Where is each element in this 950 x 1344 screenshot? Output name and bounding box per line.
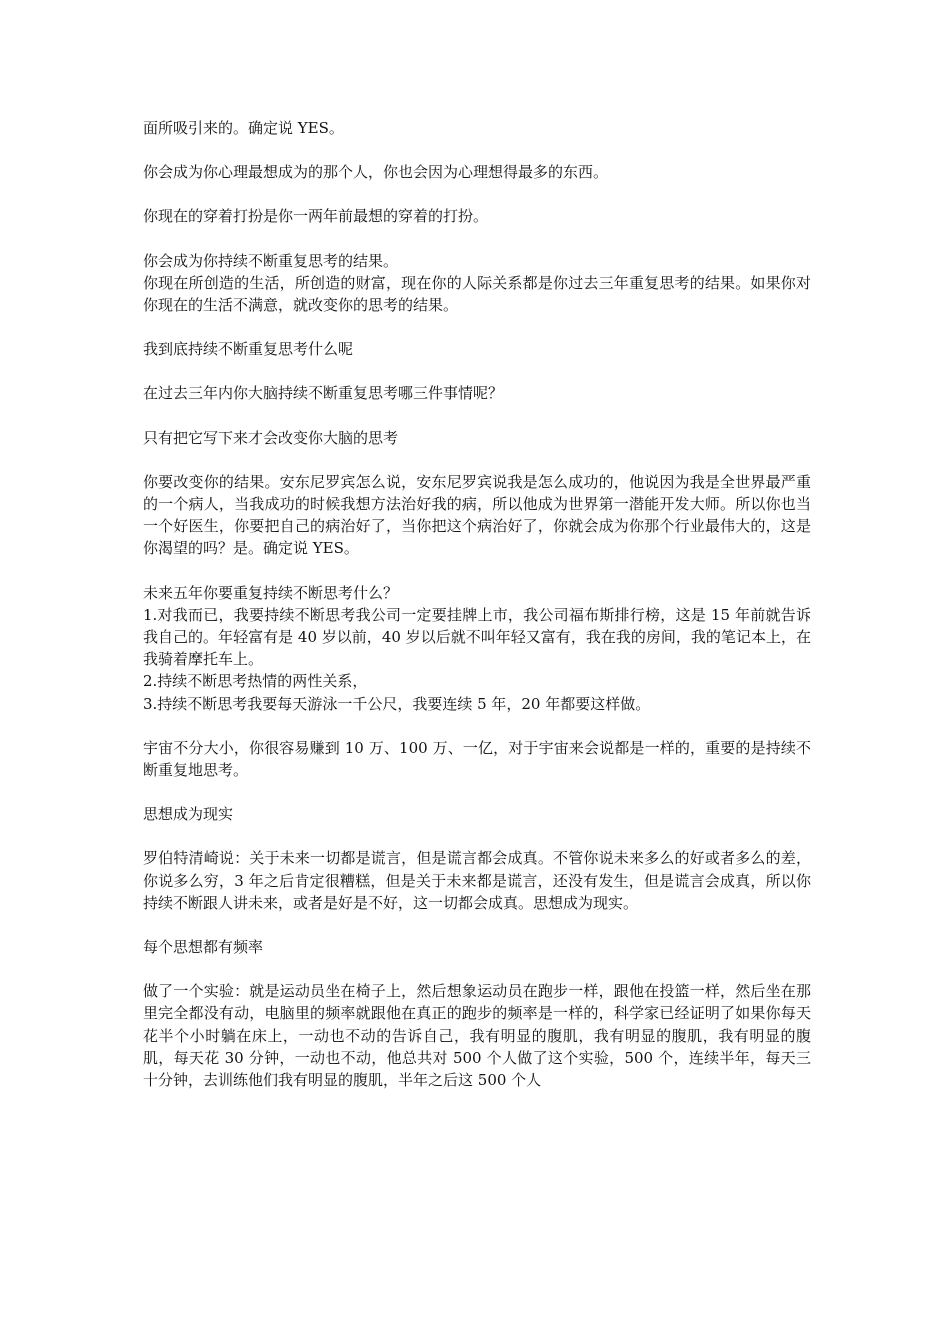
- list-item-2: 2.持续不断思考热情的两性关系，: [143, 672, 368, 691]
- paragraph-robert-kiyosaki: 罗伯特清崎说：关于未来一切都是谎言，但是谎言都会成真。不管你说未来多么的好或者多么的差，你说多么穷，3 年之后肯定很糟糕，但是关于未来都是谎言，还没有发生，但是谎言会成真，所以你持续不断跟人讲未来，或者是好是不好，这一切都会成真。思想成为现实。: [143, 849, 811, 912]
- document-body: [143, 117, 811, 1091]
- heading-thoughts-become-reality: 思想成为现实: [143, 805, 234, 824]
- question-three-things: 在过去三年内你大脑持续不断重复思考哪三件事情呢？: [143, 384, 504, 403]
- paragraph-experiment: 做了一个实验：就是运动员坐在椅子上，然后想象运动员在跑步一样，跟他在投篮一样，然后坐在那里完全都没有动，电脑里的频率就跟他在真正的跑步的频率是一样的，科学家已经证明了如果你每天花半个小时躺在床上，一动也不动的告诉自己，我有明显的腹肌，我有明显的腹肌，我有明显的腹肌，每天花 30 分钟，一动也不动，他总共对 500 个人做了这个实验，500 个，连续半年，每天三十分钟，去训练他们我有明显的腹肌，半年之后这 500 个人: [143, 982, 811, 1090]
- heading-thought-frequency: 每个思想都有频率: [143, 938, 264, 957]
- paragraph-clothing: 你现在的穿着打扮是你一两年前最想的穿着的打扮。: [143, 207, 489, 226]
- list-item-1: 1.对我而已，我要持续不断思考我公司一定要挂牌上市，我公司福布斯排行榜，这是 15 年前就告诉我自己的。年轻富有是 40 岁以前，40 岁以后就不叫年轻又富有，我在我的房间，我的笔记本上，在我骑着摩托车上。: [143, 605, 811, 669]
- heading-write-it-down: 只有把它写下来才会改变你大脑的思考: [143, 428, 399, 447]
- heading-next-five-years: 未来五年你要重复持续不断思考什么？: [143, 583, 399, 602]
- paragraph-current-life: 你现在所创造的生活，所创造的财富，现在你的人际关系都是你过去三年重复思考的结果。如果你对你现在的生活不满意，就改变你的思考的结果。: [143, 273, 811, 315]
- list-item-3: 3.持续不断思考我要每天游泳一千公尺，我要连续 5 年，20 年都要这样做。: [143, 694, 651, 713]
- paragraph-anthony-robbins: 你要改变你的结果。安东尼罗宾怎么说，安东尼罗宾说我是怎么成功的，他说因为我是全世界最严重的一个病人，当我成功的时候我想方法治好我的病，所以他成为世界第一潜能开发大师。所以你也当一个好医生，你要把自己的病治好了，当你把这个病治好了，你就会成为你那个行业最伟大的，这是你渴望的吗？是。确定说 YES。: [143, 472, 811, 558]
- paragraph-yes-continuation: 面所吸引来的。确定说 YES。: [143, 119, 344, 137]
- paragraph-become-person: 你会成为你心理最想成为的那个人，你也会因为心理想得最多的东西。: [143, 163, 609, 182]
- paragraph-universe: 宇宙不分大小，你很容易赚到 10 万、100 万、一亿，对于宇宙来会说都是一样的，重要的是持续不断重复地思考。: [143, 738, 811, 780]
- heading-what-to-think: 我到底持续不断重复思考什么呢: [143, 340, 354, 359]
- paragraph-repeat-thinking-result: 你会成为你持续不断重复思考的结果。: [143, 251, 399, 270]
